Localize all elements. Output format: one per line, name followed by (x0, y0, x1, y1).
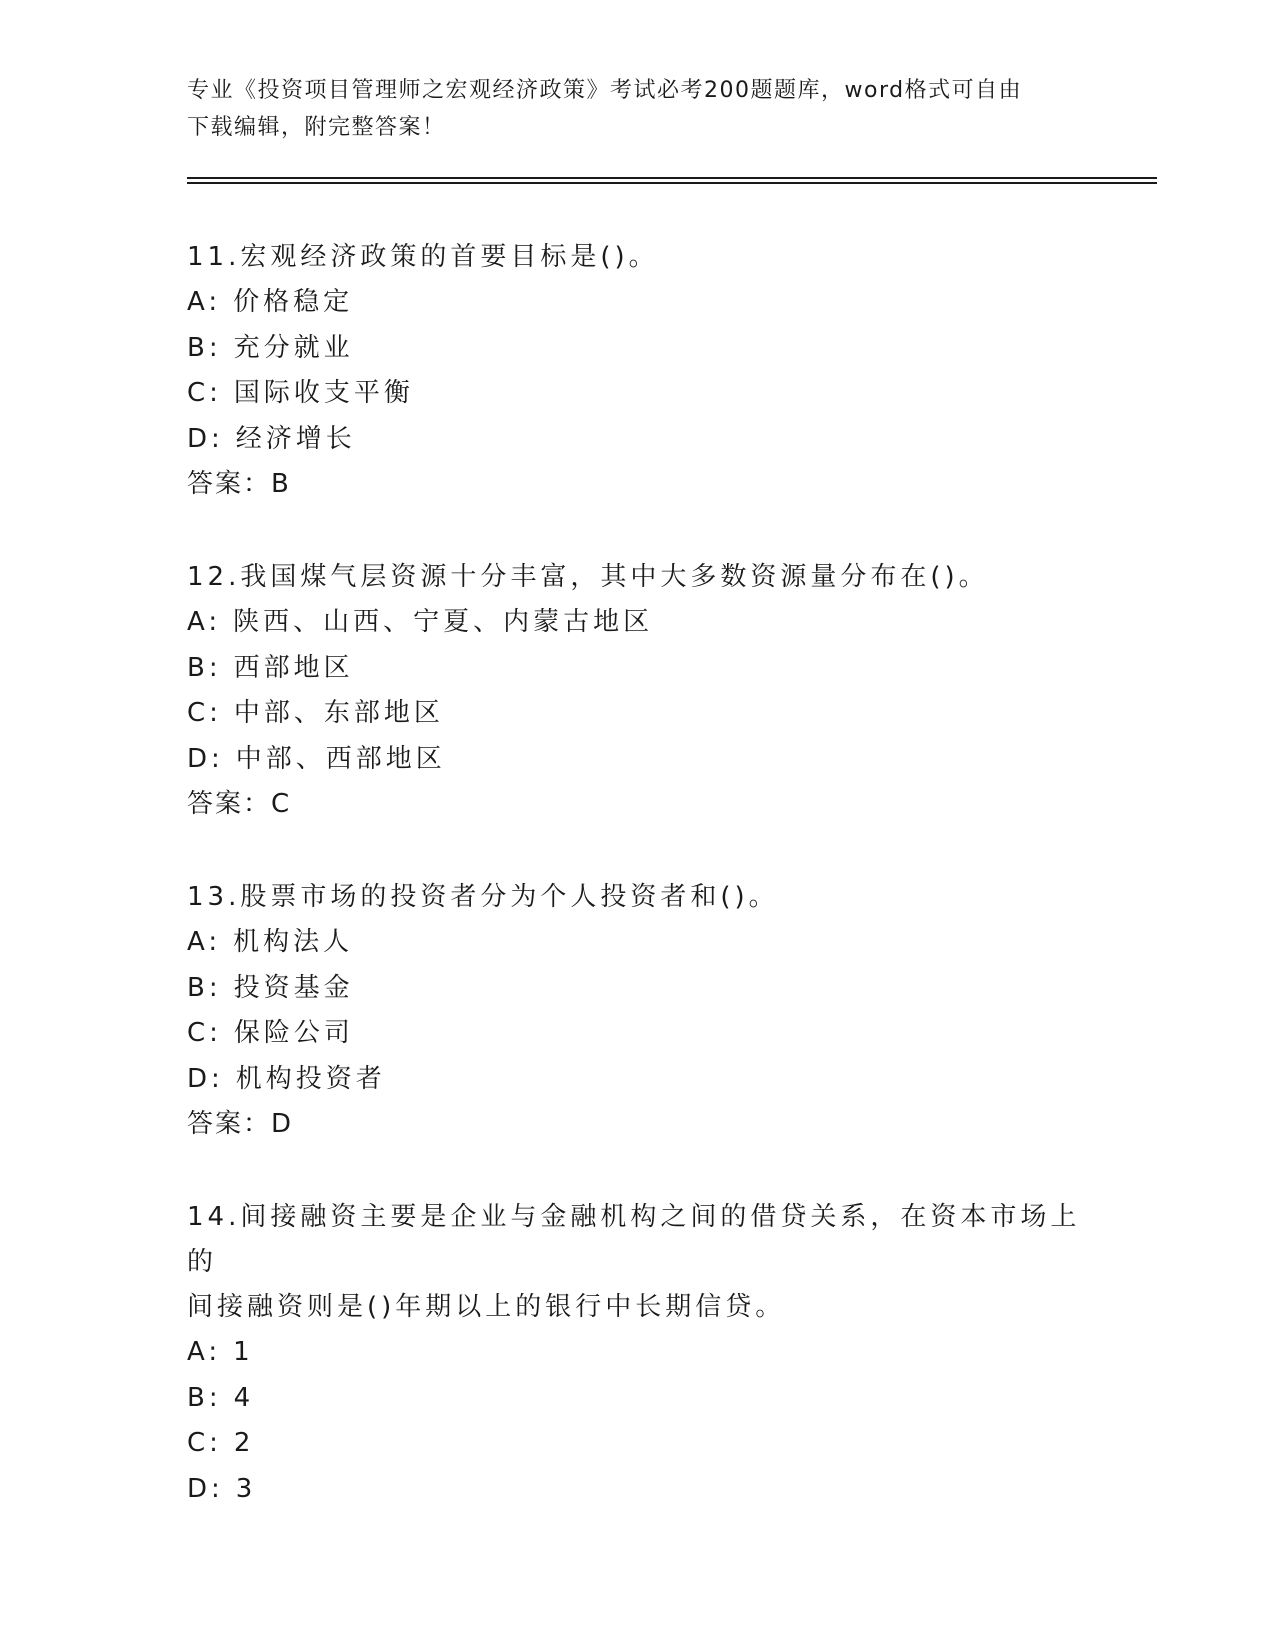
option-text: 2 (233, 1428, 255, 1458)
header-divider-bottom (187, 182, 1157, 184)
option-letter: D: (187, 423, 224, 454)
option-text: 机构投资者 (235, 1063, 386, 1094)
option-text: 4 (233, 1382, 255, 1413)
question-14 (187, 1195, 1087, 1512)
option-text: 机构法人 (233, 927, 354, 957)
question-stem-line-2: 间接融资则是()年期以上的银行中长期信贷。 (187, 1292, 786, 1322)
option-letter: A: (187, 287, 222, 317)
question-stem: 13.股票市场的投资者分为个人投资者和()。 (187, 882, 779, 912)
option-c (187, 691, 1087, 737)
option-c (187, 371, 1087, 417)
option-text: 国际收支平衡 (233, 378, 414, 408)
option-letter: C: (187, 1428, 222, 1458)
option-b (187, 966, 1087, 1012)
option-text: 中部、西部地区 (235, 743, 446, 774)
option-letter: B: (187, 1382, 222, 1413)
option-text: 西部地区 (233, 652, 354, 683)
option-text: 经济增长 (235, 423, 356, 454)
option-text: 中部、东部地区 (233, 698, 444, 728)
option-letter: B: (187, 332, 222, 363)
option-text: 陕西、山西、宁夏、内蒙古地区 (233, 607, 654, 637)
question-stem: 12.我国煤气层资源十分丰富，其中大多数资源量分布在()。 (187, 562, 989, 592)
question-stem: 11.宏观经济政策的首要目标是()。 (187, 242, 659, 272)
document-header (187, 72, 1077, 146)
option-text: 充分就业 (233, 332, 354, 363)
option-letter: D: (187, 1473, 224, 1504)
option-d (187, 417, 1087, 463)
answer-line: 答案：B (187, 469, 291, 499)
question-11 (187, 235, 1087, 507)
option-letter: A: (187, 607, 222, 637)
option-a (187, 600, 1087, 646)
option-a (187, 1330, 1087, 1376)
option-d (187, 737, 1087, 783)
option-letter: C: (187, 378, 222, 408)
option-d (187, 1467, 1087, 1513)
option-b (187, 646, 1087, 692)
option-c (187, 1421, 1087, 1467)
option-text: 投资基金 (233, 972, 354, 1003)
option-letter: B: (187, 652, 222, 683)
option-text: 3 (235, 1473, 257, 1504)
option-text: 价格稳定 (233, 287, 354, 317)
header-line-1: 专业《投资项目管理师之宏观经济政策》考试必考200题题库，word格式可自由 (187, 78, 1023, 103)
option-letter: A: (187, 927, 222, 957)
option-letter: D: (187, 1063, 224, 1094)
answer-line: 答案：D (187, 1109, 294, 1139)
option-b (187, 1376, 1087, 1422)
header-divider-top (187, 177, 1157, 179)
question-stem-line-1: 14.间接融资主要是企业与金融机构之间的借贷关系，在资本市场上的 (187, 1202, 1081, 1277)
option-text: 1 (233, 1337, 254, 1367)
option-text: 保险公司 (233, 1018, 354, 1048)
option-letter: A: (187, 1337, 222, 1367)
option-d (187, 1057, 1087, 1103)
option-letter: D: (187, 743, 224, 774)
answer-line: 答案：C (187, 789, 292, 819)
option-c (187, 1011, 1087, 1057)
option-letter: C: (187, 1018, 222, 1048)
option-a (187, 920, 1087, 966)
question-12 (187, 555, 1087, 827)
header-line-2: 下载编辑，附完整答案！ (187, 115, 446, 140)
option-b (187, 326, 1087, 372)
question-13 (187, 875, 1087, 1147)
option-letter: C: (187, 698, 222, 728)
option-a (187, 280, 1087, 326)
option-letter: B: (187, 972, 222, 1003)
